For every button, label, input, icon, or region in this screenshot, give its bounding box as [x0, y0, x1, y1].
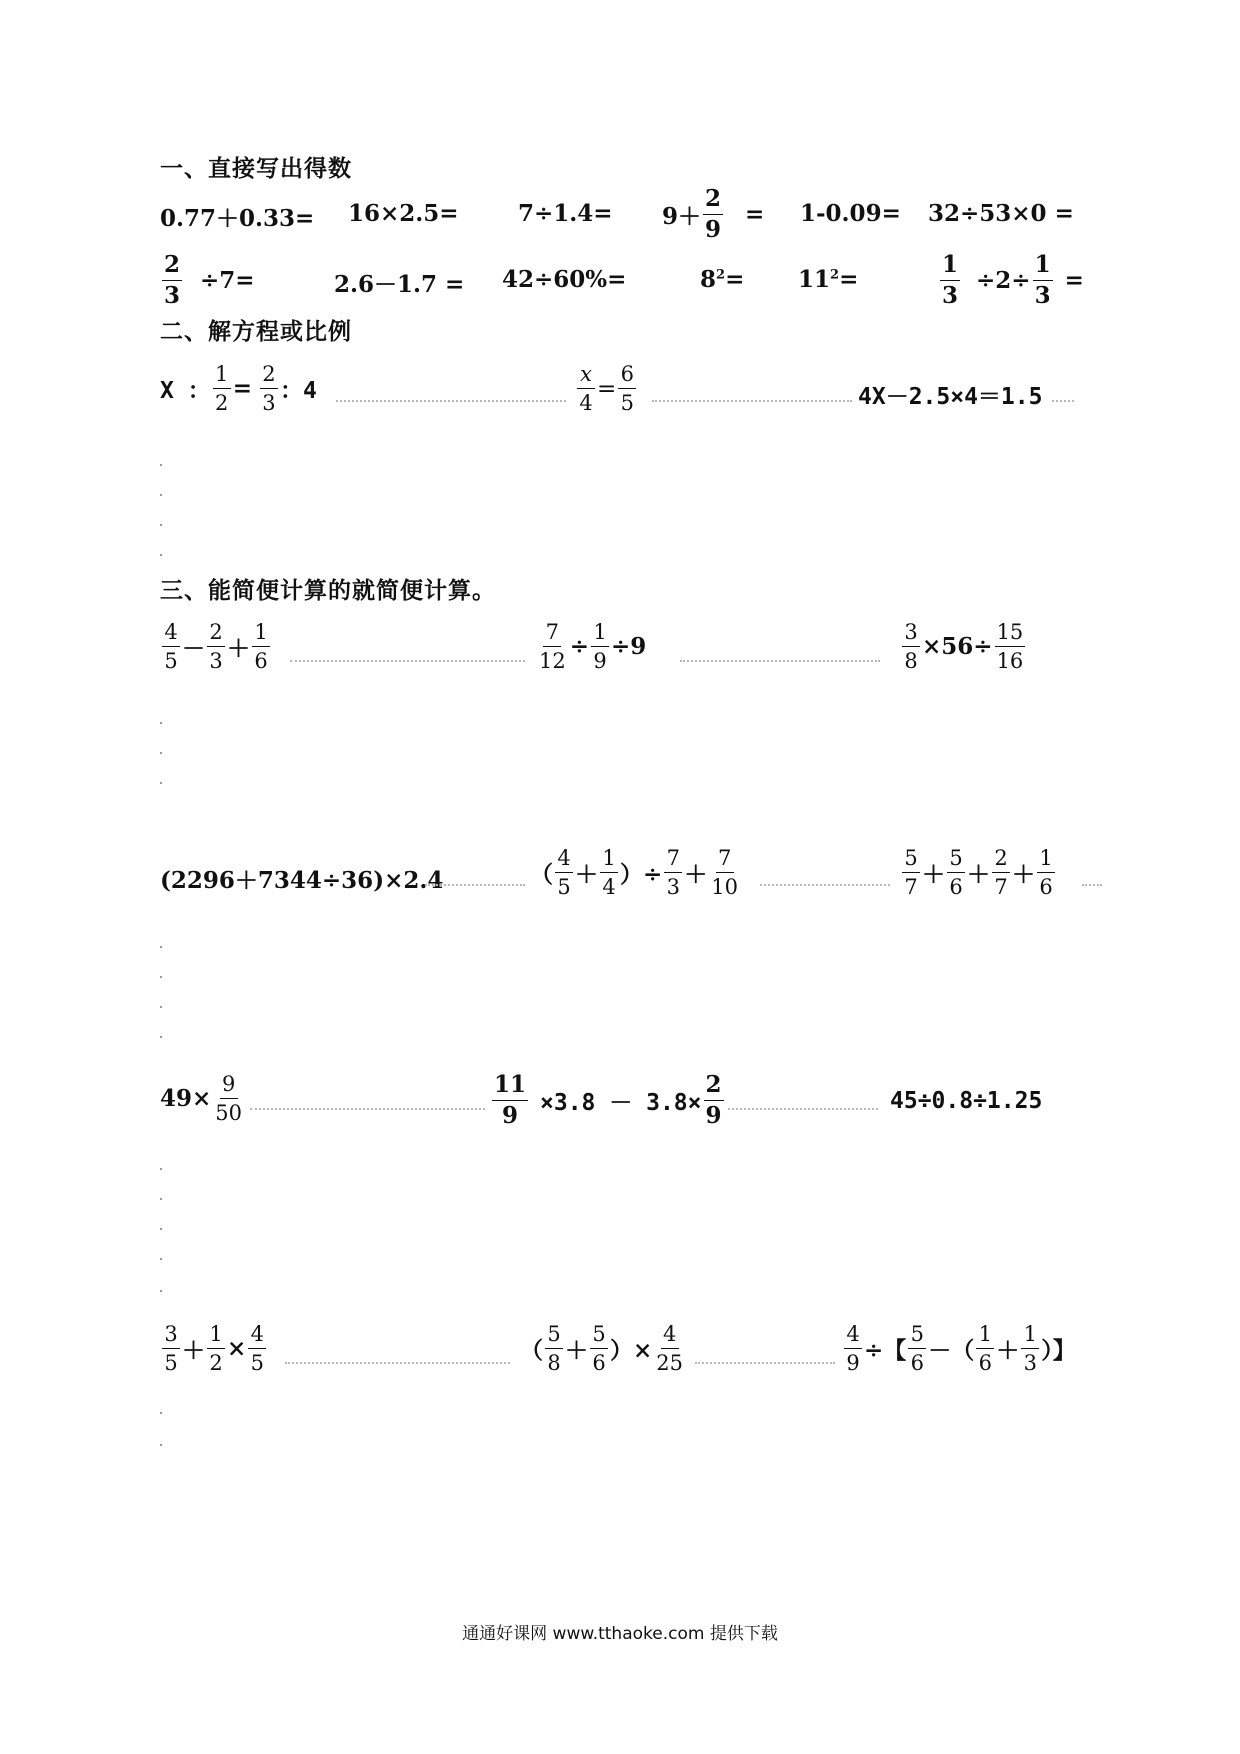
dotted-leader — [760, 884, 890, 886]
problem-3-4: (2296＋7344÷36)×2.4 — [160, 867, 444, 894]
fraction: $\frac{4}{5}$ — [162, 620, 180, 673]
fraction: $\frac{2}{9}$ — [705, 185, 722, 244]
fraction: $\frac{1}{6}$ — [252, 620, 270, 673]
fraction: $\frac{1}{9}$ — [591, 620, 609, 673]
problem-3-7: 49× $\frac{9}{50}$ — [160, 1072, 243, 1126]
fraction: $\frac{7}{10}$ — [711, 846, 739, 900]
fraction: $\frac{4}{5}$ — [248, 1322, 266, 1375]
problem-1-4: 9＋ $\frac{2}{9}$ = — [662, 185, 765, 244]
problem-1-5: 1-0.09= — [800, 200, 901, 227]
margin-mark — [160, 464, 162, 466]
margin-mark — [160, 1168, 162, 1170]
fraction: $\frac{2}{3}$ — [260, 362, 278, 415]
dotted-leader — [285, 1362, 510, 1364]
problem-3-1: $\frac{4}{5}$ － $\frac{2}{3}$ ＋ $\frac{1}{6}$ — [160, 620, 272, 673]
problem-1-8: 2.6－1.7 = — [334, 271, 465, 298]
fraction: $\frac{6}{5}$ — [618, 362, 636, 415]
fraction: $\frac{2}{7}$ — [992, 846, 1010, 899]
fraction: $\frac{5}{6}$ — [947, 846, 965, 899]
problem-3-5: （ $\frac{4}{5}$ ＋ $\frac{1}{4}$ ）÷ $\frac{7}{3}$ ＋ $\frac{7}{10}$ — [530, 846, 739, 900]
margin-mark — [160, 1036, 162, 1038]
margin-mark — [160, 524, 162, 526]
fraction: $\frac{5}{7}$ — [902, 846, 920, 899]
problem-3-3: $\frac{3}{8}$ ×56÷ $\frac{15}{16}$ — [900, 620, 1027, 673]
fraction: $\frac{1}{6}$ — [976, 1322, 994, 1375]
dotted-leader — [1082, 884, 1102, 886]
problem-1-7: $\frac{2}{3}$ ÷7= — [164, 251, 255, 310]
problem-3-9: 45÷0.8÷1.25 — [890, 1088, 1043, 1114]
fraction: $\frac{1}{2}$ — [213, 362, 231, 415]
fraction: $\frac{4}{25}$ — [656, 1322, 684, 1376]
problem-1-9: 42÷60%= — [502, 266, 627, 293]
fraction: $\frac{1}{6}$ — [1037, 846, 1055, 899]
section2-title: 二、解方程或比例 — [160, 319, 352, 345]
problem-3-2: $\frac{7}{12}$ ÷ $\frac{1}{9}$ ÷9 — [539, 620, 647, 674]
equation-3: 4X－2.5×4＝1.5 — [858, 384, 1043, 410]
fraction: $\frac{2}{3}$ — [164, 251, 181, 310]
fraction: $\frac{9}{50}$ — [215, 1072, 243, 1126]
margin-mark — [160, 722, 162, 724]
margin-mark — [160, 782, 162, 784]
fraction: $\frac{5}{8}$ — [545, 1322, 563, 1375]
margin-mark — [160, 1290, 162, 1292]
fraction: $\frac{2}{9}$ — [705, 1071, 722, 1130]
margin-mark — [160, 752, 162, 754]
fraction: $\frac{7}{12}$ — [539, 620, 566, 674]
margin-mark — [160, 976, 162, 978]
margin-mark — [160, 494, 162, 496]
problem-3-10: $\frac{3}{5}$ ＋ $\frac{1}{2}$ × $\frac{4}{5}$ — [160, 1322, 268, 1375]
dotted-leader — [680, 660, 880, 662]
dotted-leader — [250, 1108, 485, 1110]
problem-1-1: 0.77＋0.33= — [160, 205, 315, 232]
problem-3-12: $\frac{4}{9}$ ÷【 $\frac{5}{6}$ －（ $\frac{1}{6}$ ＋ $\frac{1}{3}$ ）】 — [842, 1322, 1076, 1375]
fraction: $\frac{1}{2}$ — [207, 1322, 225, 1375]
dotted-leader — [695, 1362, 835, 1364]
section3-title: 三、能简便计算的就简便计算。 — [160, 578, 496, 604]
problem-3-6: $\frac{5}{7}$ ＋ $\frac{5}{6}$ ＋ $\frac{2}{7}$ ＋ $\frac{1}{6}$ — [900, 846, 1057, 899]
fraction: $\frac{7}{3}$ — [664, 846, 682, 899]
fraction: $\frac{3}{8}$ — [902, 620, 920, 673]
fraction: $\frac{11}{9}$ — [494, 1071, 527, 1130]
dotted-leader — [425, 884, 525, 886]
problem-1-12: $\frac{1}{3}$ ÷2÷ $\frac{1}{3}$ = — [942, 251, 1084, 310]
dotted-leader — [652, 400, 852, 402]
fraction: $\frac{1}{3}$ — [942, 251, 959, 310]
problem-1-3: 7÷1.4= — [518, 200, 613, 227]
margin-mark — [160, 1198, 162, 1200]
problem-1-2: 16×2.5= — [348, 200, 459, 227]
fraction: $\frac{2}{3}$ — [207, 620, 225, 673]
margin-mark — [160, 1006, 162, 1008]
problem-1-10: $8^2=$ — [700, 266, 745, 293]
fraction: $\frac{1}{3}$ — [1034, 251, 1051, 310]
margin-mark — [160, 1228, 162, 1230]
dotted-leader — [1052, 400, 1074, 402]
equation-2: $\frac{x}{4}$ = $\frac{6}{5}$ — [575, 362, 638, 415]
equation-1: X ： $\frac{1}{2}$ = $\frac{2}{3}$ ：4 — [160, 362, 317, 416]
section1-title: 一、直接写出得数 — [160, 156, 352, 182]
margin-mark — [160, 554, 162, 556]
fraction: $\frac{5}{6}$ — [908, 1322, 926, 1375]
margin-mark — [160, 1258, 162, 1260]
page-footer: 通通好课网 www.tthaoke.com 提供下载 — [462, 1624, 778, 1644]
dotted-leader — [290, 660, 525, 662]
fraction: $\frac{4}{5}$ — [555, 846, 573, 899]
dotted-leader — [728, 1108, 878, 1110]
problem-1-6: 32÷53×0 = — [928, 200, 1074, 227]
fraction: $\frac{15}{16}$ — [996, 620, 1024, 674]
margin-mark — [160, 946, 162, 948]
fraction: $\frac{1}{3}$ — [1021, 1322, 1039, 1375]
problem-1-11: $11^2=$ — [798, 266, 859, 293]
margin-mark — [160, 1412, 162, 1414]
margin-mark — [160, 1444, 162, 1446]
fraction: $\frac{1}{4}$ — [600, 846, 618, 899]
fraction: $\frac{5}{6}$ — [590, 1322, 608, 1375]
problem-3-8: $\frac{11}{9}$ ×3.8 － 3.8× $\frac{2}{9}$ — [494, 1071, 722, 1130]
fraction: $\frac{3}{5}$ — [162, 1322, 180, 1375]
fraction: $\frac{4}{9}$ — [844, 1322, 862, 1375]
fraction: $\frac{x}{4}$ — [577, 362, 595, 415]
dotted-leader — [336, 400, 566, 402]
problem-3-11: （ $\frac{5}{8}$ ＋ $\frac{5}{6}$ ）× $\frac{4}{25}$ — [520, 1322, 684, 1376]
